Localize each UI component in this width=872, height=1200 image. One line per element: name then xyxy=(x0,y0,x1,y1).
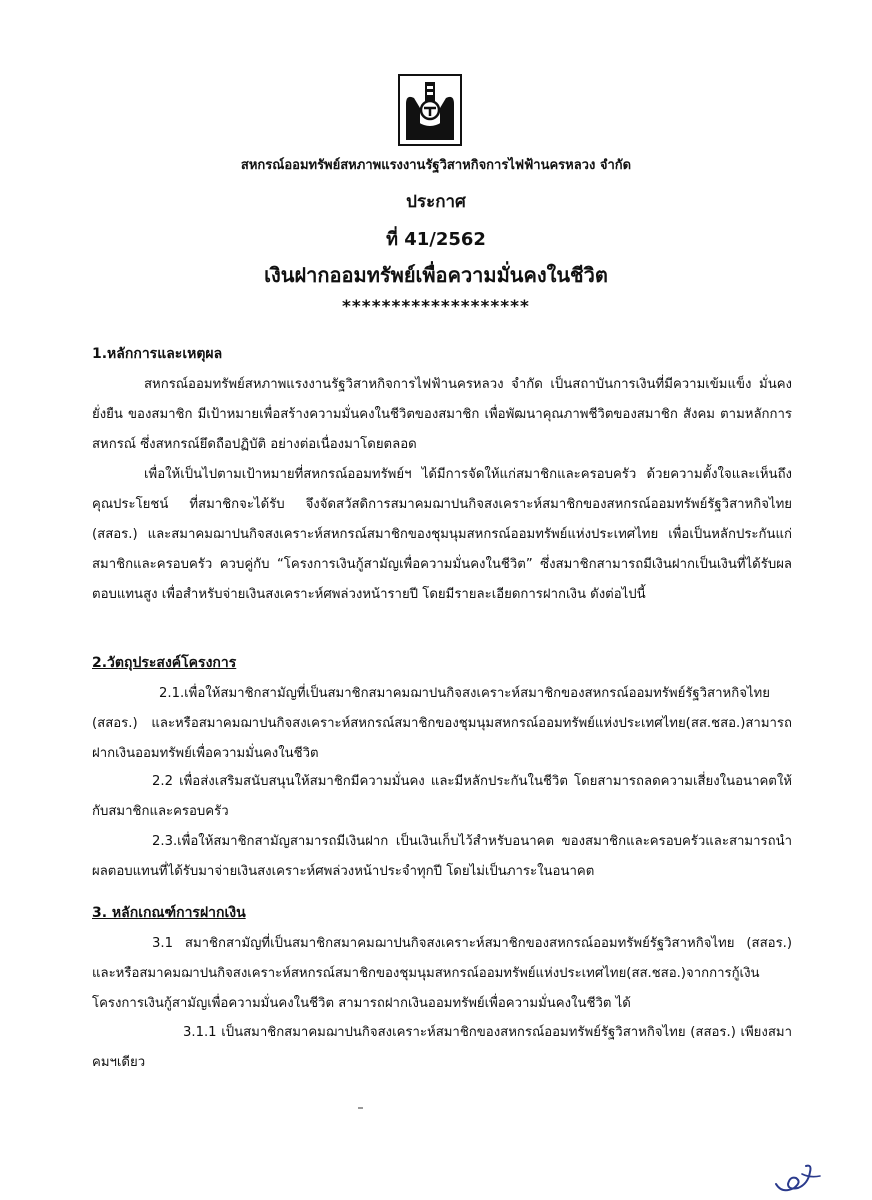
document-type: ประกาศ xyxy=(406,192,466,212)
section-2-heading: 2.วัตถุประสงค์โครงการ xyxy=(92,655,237,671)
document-number: ที่ 41/2562 xyxy=(386,229,486,250)
section-1-heading: 1.หลักการและเหตุผล xyxy=(92,346,223,362)
section-3-paragraph-1: 3.1 สมาชิกสามัญที่เป็นสมาชิกสมาคมฌาปนกิจสงเคราะห์สมาชิกของสหกรณ์ออมทรัพย์รัฐวิสาหกิจไทย (สสอร.) และหรือสมาคมฌาปนกิจสงเคราะห์สหกรณ์สมาชิกของชุมนุมสหกรณ์ออมทรัพย์แห่งประเทศไทย(สส.ชสอ.)จากการกู้เงินโครงการเงินกู้สามัญเพื่อความมั่นคงในชีวิต สามารถฝากเงินออมทรัพย์เพื่อความมั่นคงในชีวิต ได้ xyxy=(92,936,792,1011)
section-2-paragraph-2: 2.2 เพื่อส่งเสริมสนับสนุนให้สมาชิกมีความมั่นคง และมีหลักประกันในชีวิต โดยสามารถลดความเสี่ยงในอนาคตให้กับสมาชิกและครอบครัว xyxy=(92,774,792,819)
section-1-paragraph-2: เพื่อให้เป็นไปตามเป้าหมายที่สหกรณ์ออมทรัพย์ฯ ได้มีการจัดให้แก่สมาชิกและครอบครัว ด้วยความตั้งใจและเห็นถึงคุณประโยชน์ ที่สมาชิกจะได้รับ จึงจัดสวัสดิการสมาคมฌาปนกิจสงเคราะห์สมาชิกของสหกรณ์ออมทรัพย์รัฐวิสาหกิจไทย (สสอร.) และสมาคมฌาปนกิจสงเคราะห์สหกรณ์สมาชิกของชุมนุมสหกรณ์ออมทรัพย์แห่งประเทศไทย เพื่อเป็นหลักประกันแก่สมาชิกและครอบครัว ควบคู่กับ “โครงการเงินกู้สามัญเพื่อความมั่นคงในชีวิต” ซึ่งสมาชิกสามารถมีเงินฝากเป็นเงินที่ได้รับผลตอบแทนสูง เพื่อสำหรับจ่ายเงินสงเคราะห์ศพล่วงหน้ารายปี โดยมีรายละเอียดการฝากเงิน ดังต่อไปนี้ xyxy=(92,467,792,602)
scan-speck xyxy=(358,1107,363,1109)
organization-name: สหกรณ์ออมทรัพย์สหภาพแรงงานรัฐวิสาหกิจการไฟฟ้านครหลวง จำกัด xyxy=(240,158,632,173)
section-3-heading: 3. หลักเกณฑ์การฝากเงิน xyxy=(92,905,246,921)
handwritten-initial-mark xyxy=(772,1158,824,1194)
section-2-paragraph-3: 2.3.เพื่อให้สมาชิกสามัญสามารถมีเงินฝาก เป็นเงินเก็บไว้สำหรับอนาคต ของสมาชิกและครอบครัวและสามารถนำผลตอบแทนที่ได้รับมาจ่ายเงินสงเคราะห์ศพล่วงหน้าประจำทุกปี โดยไม่เป็นภาระในอนาคต xyxy=(92,834,792,879)
title-separator: ******************* xyxy=(342,297,530,317)
section-1-paragraph-1: สหกรณ์ออมทรัพย์สหภาพแรงงานรัฐวิสาหกิจการไฟฟ้านครหลวง จำกัด เป็นสถาบันการเงินที่มีความเข้มแข็ง มั่นคงยั่งยืน ของสมาชิก มีเป้าหมายเพื่อสร้างความมั่นคงในชีวิตของสมาชิก เพื่อพัฒนาคุณภาพชีวิตของสมาชิก สังคม ตามหลักการสหกรณ์ ซึ่งสหกรณ์ยึดถือปฏิบัติ อย่างต่อเนื่องมาโดยตลอด xyxy=(92,377,792,452)
document-title: เงินฝากออมทรัพย์เพื่อความมั่นคงในชีวิต xyxy=(264,263,608,287)
section-2-paragraph-1: 2.1.เพื่อให้สมาชิกสามัญที่เป็นสมาชิกสมาคมฌาปนกิจสงเคราะห์สมาชิกของสหกรณ์ออมทรัพย์รัฐวิสาหกิจไทย (สสอร.) และหรือสมาคมฌาปนกิจสงเคราะห์สหกรณ์สมาชิกของชุมนุมสหกรณ์ออมทรัพย์แห่งประเทศไทย(สส.ชสอ.)สามารถฝากเงินออมทรัพย์เพื่อความมั่นคงในชีวิต xyxy=(92,686,792,761)
section-3-paragraph-2: 3.1.1 เป็นสมาชิกสมาคมฌาปนกิจสงเคราะห์สมาชิกของสหกรณ์ออมทรัพย์รัฐวิสาหกิจไทย (สสอร.) เพียงสมาคมฯเดียว xyxy=(92,1025,792,1070)
cooperative-logo xyxy=(398,74,462,146)
